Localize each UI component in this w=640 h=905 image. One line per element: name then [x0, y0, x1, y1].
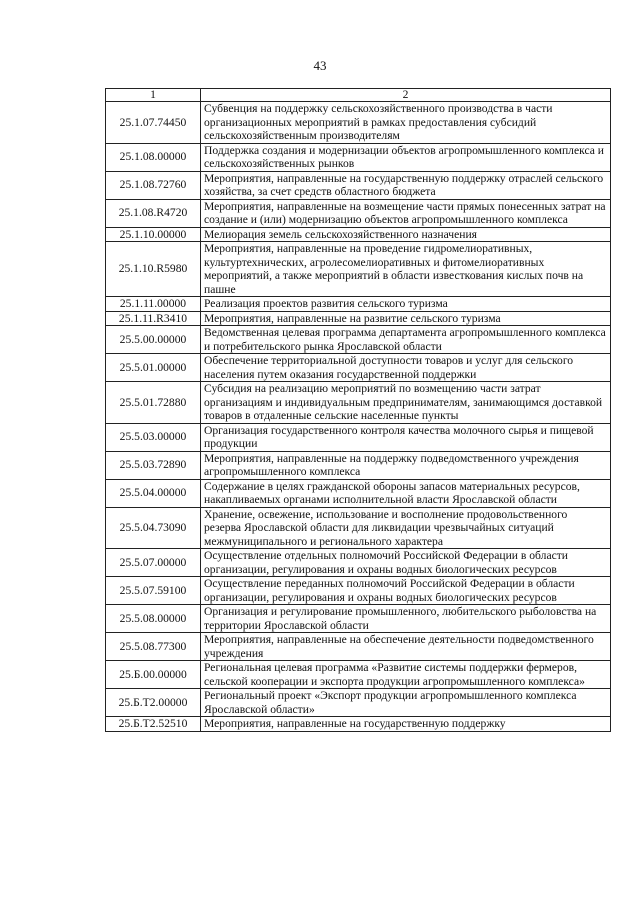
- code-cell: 25.1.08.R4720: [106, 199, 201, 227]
- code-cell: 25.5.04.73090: [106, 507, 201, 549]
- table-row: [106, 143, 611, 171]
- table-row: [106, 451, 611, 479]
- code-cell: 25.5.04.00000: [106, 479, 201, 507]
- table-row: [106, 717, 611, 732]
- table-row: [106, 311, 611, 326]
- table-row: [106, 297, 611, 312]
- table-row: [106, 661, 611, 689]
- code-cell: 25.1.10.R5980: [106, 242, 201, 297]
- code-cell: 25.5.00.00000: [106, 326, 201, 354]
- code-cell: 25.1.08.00000: [106, 143, 201, 171]
- description-cell: Реализация проектов развития сельского туризма: [201, 297, 611, 312]
- column-header-2: 2: [201, 89, 611, 102]
- page-number: 43: [313, 58, 327, 73]
- table-row: [106, 102, 611, 144]
- description-cell: Содержание в целях гражданской обороны запасов материальных ресурсов, накапливаемых органами исполнительной власти Ярославской области: [201, 479, 611, 507]
- code-cell: 25.Б.00.00000: [106, 661, 201, 689]
- description-cell: Организация государственного контроля качества молочного сырья и пищевой продукции: [201, 423, 611, 451]
- code-cell: 25.5.01.00000: [106, 354, 201, 382]
- code-cell: 25.Б.Т2.52510: [106, 717, 201, 732]
- description-cell: Осуществление отдельных полномочий Российской Федерации в области организации, регулирования и охраны водных биологических ресурсов: [201, 549, 611, 577]
- description-cell: Мероприятия, направленные на государственную поддержку: [201, 717, 611, 732]
- description-cell: Мероприятия, направленные на поддержку подведомственного учреждения агропромышленного комплекса: [201, 451, 611, 479]
- description-cell: Региональная целевая программа «Развитие системы поддержки фермеров, сельской кооперации и экспорта продукции агропромышленного комплекса»: [201, 661, 611, 689]
- table-row: [106, 199, 611, 227]
- table-row: [106, 549, 611, 577]
- table-row: [106, 242, 611, 297]
- description-cell: Региональный проект «Экспорт продукции агропромышленного комплекса Ярославской области»: [201, 689, 611, 717]
- table-row: [106, 171, 611, 199]
- description-cell: Осуществление переданных полномочий Российской Федерации в области организации, регулирования и охраны водных биологических ресурсов: [201, 577, 611, 605]
- table-row: [106, 577, 611, 605]
- table-row: [106, 354, 611, 382]
- code-cell: 25.1.07.74450: [106, 102, 201, 144]
- description-cell: Мероприятия, направленные на развитие сельского туризма: [201, 311, 611, 326]
- description-cell: Поддержка создания и модернизации объектов агропромышленного комплекса и сельскохозяйственных рынков: [201, 143, 611, 171]
- description-cell: Организация и регулирование промышленного, любительского рыболовства на территории Ярославской области: [201, 605, 611, 633]
- table-row: [106, 605, 611, 633]
- description-cell: Мероприятия, направленные на возмещение части прямых понесенных затрат на создание и (или) модернизацию объектов агропромышленного комплекса: [201, 199, 611, 227]
- code-cell: 25.5.01.72880: [106, 382, 201, 424]
- table-row: [106, 479, 611, 507]
- code-cell: 25.5.07.59100: [106, 577, 201, 605]
- description-cell: Хранение, освежение, использование и восполнение продовольственного резерва Ярославской области для ликвидации чрезвычайных ситуаций межмуниципального и регионального характера: [201, 507, 611, 549]
- description-cell: Мелиорация земель сельскохозяйственного назначения: [201, 227, 611, 242]
- description-cell: Субсидия на реализацию мероприятий по возмещению части затрат организациям и индивидуальным предпринимателям, занимающимся доставкой товаров в отдаленные сельские населенные пункты: [201, 382, 611, 424]
- description-cell: Мероприятия, направленные на проведение гидромелиоративных, культуртехнических, агролесомелиоративных и фитомелиоративных мероприятий, а также мероприятий в области известкования кислых почв на пашне: [201, 242, 611, 297]
- table-row: [106, 507, 611, 549]
- description-cell: Ведомственная целевая программа департамента агропромышленного комплекса и потребительского рынка Ярославской области: [201, 326, 611, 354]
- code-cell: 25.1.11.00000: [106, 297, 201, 312]
- code-cell: 25.5.03.00000: [106, 423, 201, 451]
- description-cell: Обеспечение территориальной доступности товаров и услуг для сельского населения путем оказания государственной поддержки: [201, 354, 611, 382]
- code-cell: 25.1.11.R3410: [106, 311, 201, 326]
- description-cell: Мероприятия, направленные на обеспечение деятельности подведомственного учреждения: [201, 633, 611, 661]
- code-cell: 25.5.03.72890: [106, 451, 201, 479]
- column-header-1: 1: [106, 89, 201, 102]
- code-cell: 25.1.10.00000: [106, 227, 201, 242]
- code-cell: 25.5.08.77300: [106, 633, 201, 661]
- table-row: [106, 689, 611, 717]
- code-cell: 25.5.07.00000: [106, 549, 201, 577]
- table-row: [106, 326, 611, 354]
- table-row: [106, 382, 611, 424]
- code-cell: 25.5.08.00000: [106, 605, 201, 633]
- table-row: [106, 227, 611, 242]
- budget-code-table: [105, 88, 611, 732]
- code-cell: 25.1.08.72760: [106, 171, 201, 199]
- table-body: [106, 102, 611, 732]
- table-row: [106, 423, 611, 451]
- code-cell: 25.Б.Т2.00000: [106, 689, 201, 717]
- description-cell: Мероприятия, направленные на государственную поддержку отраслей сельского хозяйства, за счет средств областного бюджета: [201, 171, 611, 199]
- table-row: [106, 633, 611, 661]
- table-header-row: [106, 89, 611, 102]
- description-cell: Субвенция на поддержку сельскохозяйственного производства в части организационных мероприятий в рамках предоставления субсидий сельскохозяйственным производителям: [201, 102, 611, 144]
